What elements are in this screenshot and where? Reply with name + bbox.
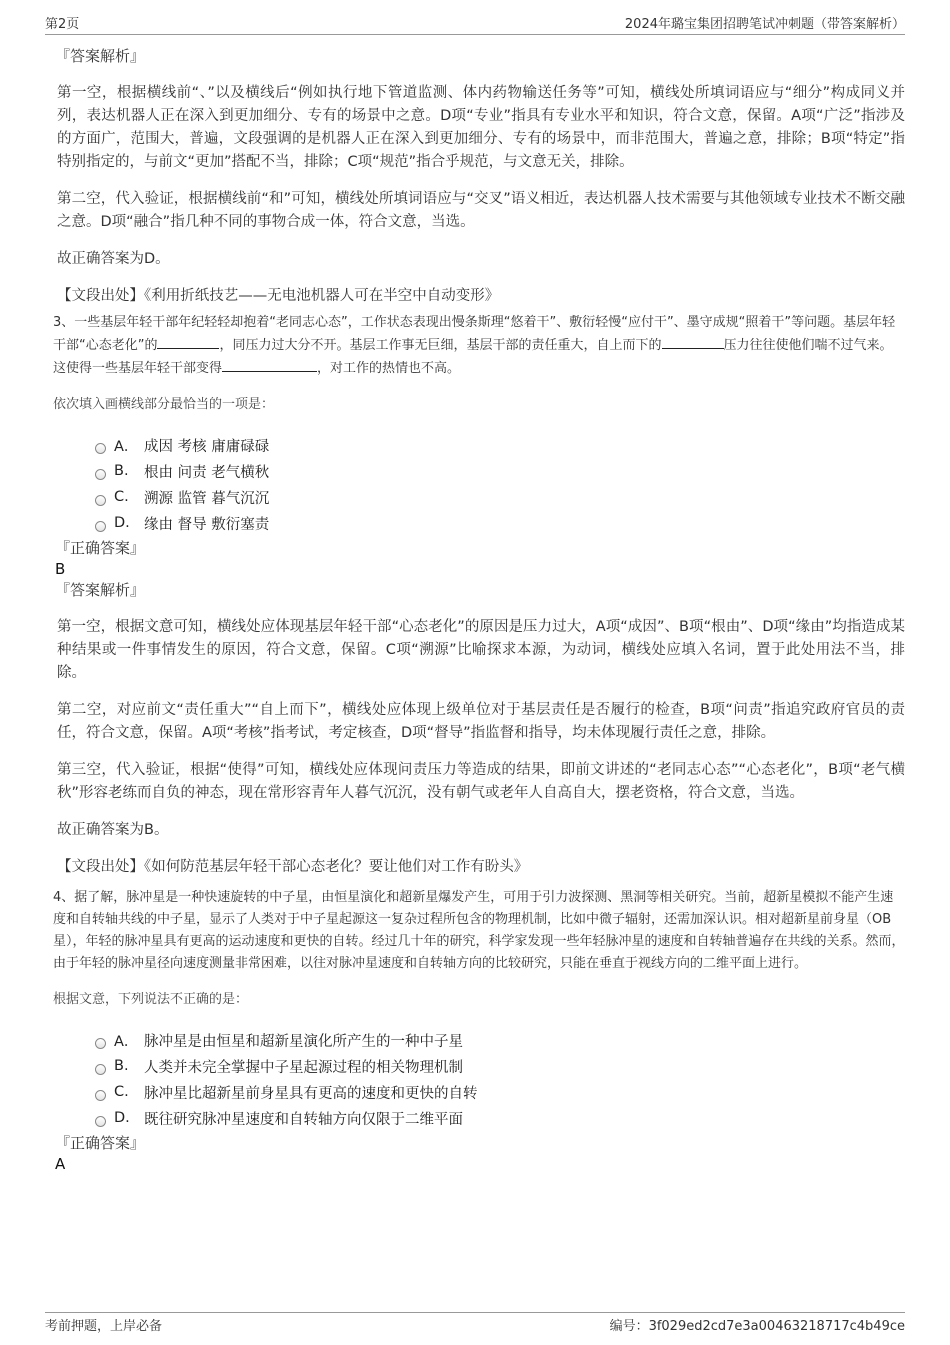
option-d[interactable] bbox=[95, 1105, 905, 1131]
question-3-text bbox=[53, 312, 905, 380]
blank-2 bbox=[662, 334, 724, 349]
correct-answer-label: 『正确答案』 bbox=[55, 1134, 146, 1152]
document-serial: 编号：3f029ed2cd7e3a00463218717c4b49ce bbox=[609, 1319, 905, 1334]
source-citation: 【文段出处】《利用折纸技艺——无电池机器人可在半空中自动变形》 bbox=[57, 288, 500, 304]
question-text-segment: ，对工作的热情也不高。 bbox=[317, 361, 461, 376]
page-header bbox=[45, 12, 905, 35]
question-text-segment: 压力往往使他们喘不过气来。这使得一些基层年轻干部变得 bbox=[53, 338, 893, 376]
analysis-paragraph: 第二空，代入验证，根据横线前“和”可知，横线处所填词语应与“交叉”语义相近，表达机器人技术需要与其他领域专业技术不断交融之意。D项“融合”指几种不同的事物合成一体，符合文意，当选。 bbox=[57, 191, 905, 230]
option-text: 缘由 督导 敷衍塞责 bbox=[144, 516, 270, 533]
document-title: 2024年璐宝集团招聘笔试冲刺题（带答案解析） bbox=[624, 17, 905, 32]
question-4-prompt: 根据文意，下列说法不正确的是： bbox=[53, 992, 249, 1007]
option-text: 脉冲星是由恒星和超新星演化所产生的一种中子星 bbox=[144, 1033, 463, 1050]
analysis-paragraph: 第三空，代入验证，根据“使得”可知，横线处应体现问责压力等造成的结果，即前文讲述的“老同志心态”“心态老化”，B项“老气横秋”形容老练而自负的神态，现在常形容青年人暮气沉沉，没有朝气或老年人自高自大，摆老资格，符合文意，当选。 bbox=[57, 762, 905, 801]
option-text: 既往研究脉冲星速度和自转轴方向仅限于二维平面 bbox=[144, 1111, 463, 1128]
analysis-paragraph: 第二空，对应前文“责任重大”“自上而下”，横线处应体现上级单位对于基层责任是否履行的检查，B项“问责”指追究政府官员的责任，符合文意，保留。A项“考核”指考试，考定核查，D项“督导”指监督和指导，均未体现履行责任之意，排除。 bbox=[57, 702, 905, 741]
radio-icon[interactable] bbox=[95, 469, 106, 480]
option-b[interactable] bbox=[95, 1053, 905, 1079]
radio-icon[interactable] bbox=[95, 1064, 106, 1075]
page-footer bbox=[45, 1312, 905, 1335]
option-a[interactable] bbox=[95, 432, 905, 458]
question-3-options bbox=[57, 432, 905, 536]
question-3-prompt: 依次填入画横线部分最恰当的一项是： bbox=[53, 397, 275, 412]
source-citation: 【文段出处】《如何防范基层年轻干部心态老化？要让他们对工作有盼头》 bbox=[57, 859, 529, 875]
option-letter: C. bbox=[114, 489, 129, 505]
option-a[interactable] bbox=[95, 1027, 905, 1053]
option-letter: A． bbox=[114, 438, 139, 455]
document-body bbox=[53, 44, 905, 1173]
option-text: 人类并未完全掌握中子星起源过程的相关物理机制 bbox=[144, 1059, 463, 1076]
radio-icon[interactable] bbox=[95, 1116, 106, 1127]
footer-slogan: 考前押题，上岸必备 bbox=[45, 1319, 163, 1334]
option-text: 溯源 监管 暮气沉沉 bbox=[144, 490, 270, 507]
page-number: 第2页 bbox=[45, 17, 80, 32]
option-letter: B. bbox=[114, 1058, 129, 1074]
blank-3 bbox=[222, 357, 317, 372]
radio-icon[interactable] bbox=[95, 1038, 106, 1049]
correct-answer: A bbox=[55, 1155, 66, 1173]
question-4-options bbox=[57, 1027, 905, 1131]
blank-1 bbox=[157, 334, 219, 349]
option-c[interactable] bbox=[95, 1079, 905, 1105]
analysis-label: 『答案解析』 bbox=[55, 581, 146, 599]
radio-icon[interactable] bbox=[95, 521, 106, 532]
option-text: 根由 问责 老气横秋 bbox=[144, 464, 270, 481]
option-letter: D. bbox=[114, 515, 130, 531]
option-c[interactable] bbox=[95, 484, 905, 510]
option-d[interactable] bbox=[95, 510, 905, 536]
question-text-segment: 3、一些基层年轻干部年纪轻轻却抱着“老同志心态”，工作状态表现出慢条斯理“悠着干”、敷衍轻慢“应付干”、墨守成规“照着干”等问题。基层年轻干部“心态老化”的 bbox=[53, 315, 896, 353]
correct-answer: B bbox=[55, 560, 66, 578]
option-text: 成因 考核 庸庸碌碌 bbox=[144, 438, 270, 455]
analysis-label: 『答案解析』 bbox=[55, 47, 146, 65]
correct-answer-label: 『正确答案』 bbox=[55, 539, 146, 557]
option-letter: A． bbox=[114, 1033, 139, 1050]
analysis-paragraph: 第一空，根据横线前“、”以及横线后“例如执行地下管道监测、体内药物输送任务等”可知，横线处所填词语应与“细分”构成同义并列，表达机器人正在深入到更加细分、专有的场景中之意。D项“专业”指具有专业水平和知识，符合文意，保留。A项“广泛”指涉及的方面广，范围大，普遍，文段强调的是机器人正在深入到更加细分、专有的场景中，而非范围大，普遍之意，排除；B项“特定”指特别指定的，与前文“更加”搭配不当，排除；C项“规范”指合乎规范，与文意无关，排除。 bbox=[57, 85, 905, 170]
conclusion-paragraph: 故正确答案为D。 bbox=[57, 251, 170, 267]
analysis-paragraph: 第一空，根据文意可知，横线处应体现基层年轻干部“心态老化”的原因是压力过大，A项“成因”、B项“根由”、D项“缘由”均指造成某种结果或一件事情发生的原因，符合文意，保留。C项“溯源”比喻探求本源，为动词，横线处应填入名词，置于此处用法不当，排除。 bbox=[57, 619, 905, 681]
option-letter: C. bbox=[114, 1084, 129, 1100]
option-letter: B. bbox=[114, 463, 129, 479]
question-text-segment: ，同压力过大分不开。基层工作事无巨细，基层干部的责任重大，自上而下的 bbox=[219, 338, 662, 353]
radio-icon[interactable] bbox=[95, 443, 106, 454]
conclusion-paragraph: 故正确答案为B。 bbox=[57, 822, 169, 838]
question-4-text: 4、据了解，脉冲星是一种快速旋转的中子星，由恒星演化和超新星爆发产生，可用于引力波探测、黑洞等相关研究。当前，超新星模拟不能产生速度和自转轴共线的中子星，显示了人类对于中子星起源这一复杂过程所包含的物理机制，比如中微子辐射，还需加深认识。相对超新星前身星（OB星），年轻的脉冲星具有更高的运动速度和更快的自转。经过几十年的研究，科学家发现一些年轻脉冲星的速度和自转轴普遍存在共线的关系。然而，由于年轻的脉冲星径向速度测量非常困难，以往对脉冲星速度和自转轴方向的比较研究，只能在垂直于视线方向的二维平面上进行。 bbox=[53, 890, 905, 971]
option-b[interactable] bbox=[95, 458, 905, 484]
radio-icon[interactable] bbox=[95, 495, 106, 506]
option-letter: D. bbox=[114, 1110, 130, 1126]
radio-icon[interactable] bbox=[95, 1090, 106, 1101]
option-text: 脉冲星比超新星前身星具有更高的速度和更快的自转 bbox=[144, 1085, 478, 1102]
